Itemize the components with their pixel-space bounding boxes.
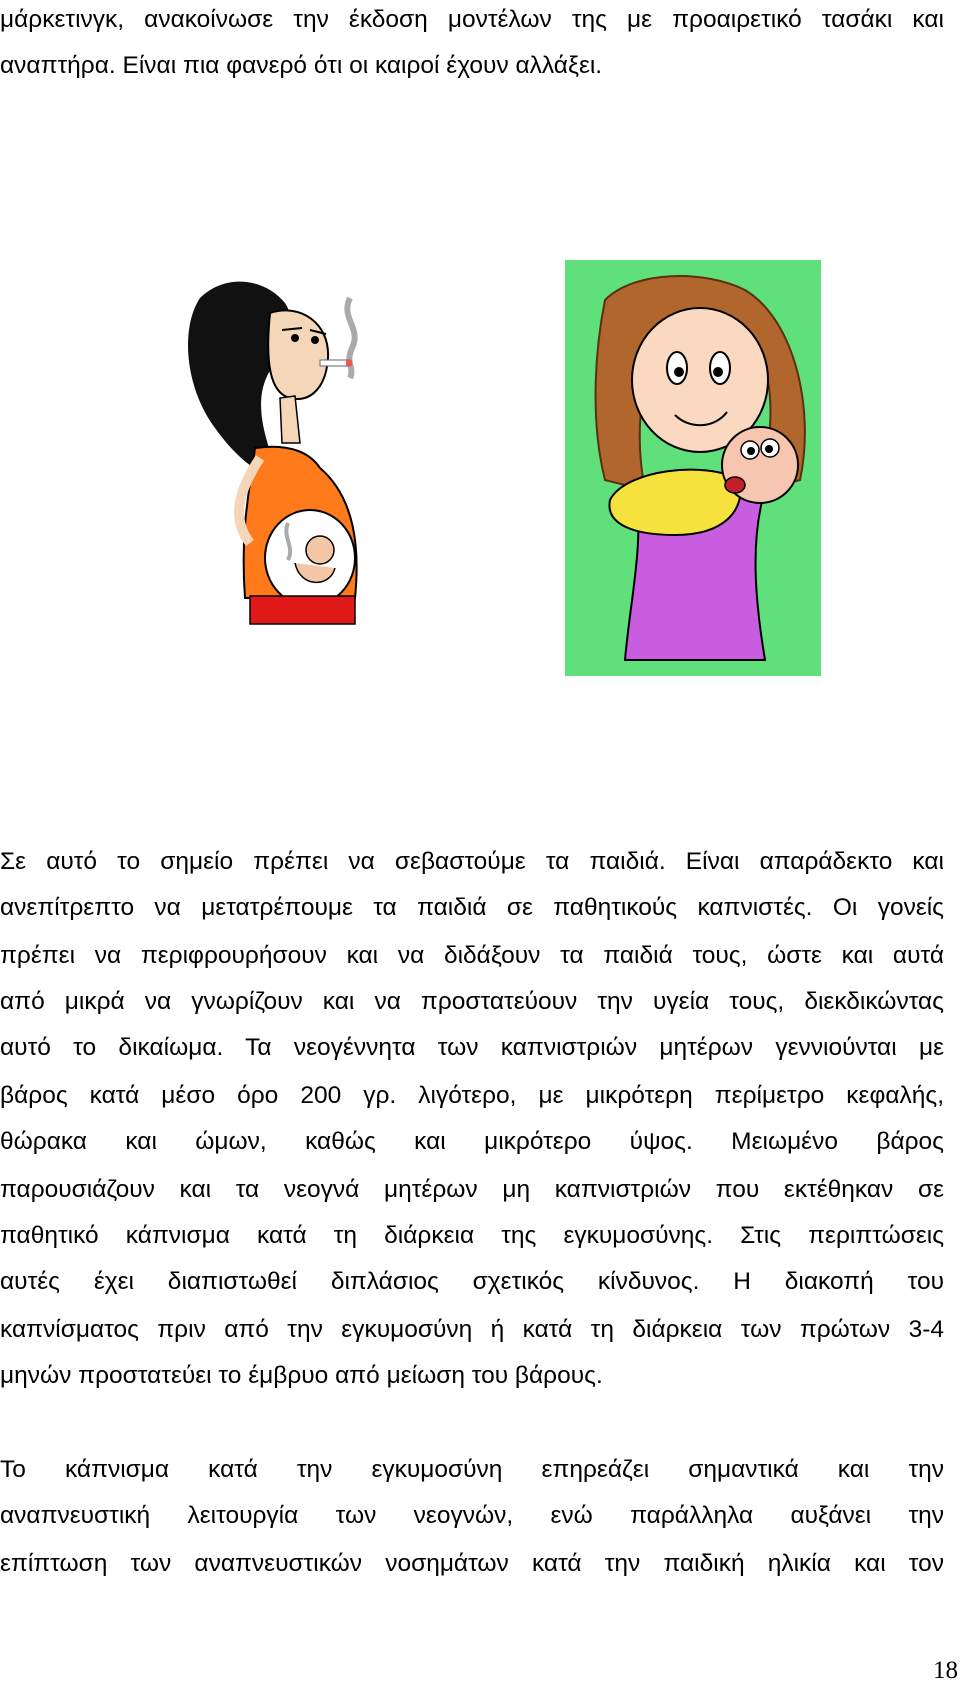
text-line: ανεπίτρεπτο να μετατρέπουμε τα παιδιά σε παθητικούς καπνιστές. Οι γονείς [0, 894, 944, 921]
text-line: αναπτήρα. Είναι πια φανερό ότι οι καιροί έχουν αλλάξει. [0, 52, 603, 79]
text-line: παρουσιάζουν και τα νεογνά μητέρων μη καπνιστριών που εκτέθηκαν σε [0, 1176, 944, 1203]
text-line: μηνών προστατεύει το έμβρυο από μείωση του βάρους. [0, 1362, 603, 1389]
text-line: από μικρά να γνωρίζουν και να προστατεύουν την υγεία τους, διεκδικώντας [0, 988, 944, 1015]
mother-holding-baby-illustration [565, 260, 821, 676]
text-line: βάρος κατά μέσο όρο 200 γρ. λιγότερο, με μικρότερη περίμετρο κεφαλής, [0, 1082, 944, 1109]
text-line: πρέπει να περιφρουρήσουν και να διδάξουν τα παιδιά τους, ώστε και αυτά [0, 942, 944, 969]
text-line: επίπτωση των αναπνευστικών νοσημάτων κατά την παιδική ηλικία και τον [0, 1550, 944, 1577]
text-line: παθητικό κάπνισμα κατά τη διάρκεια της εγκυμοσύνης. Στις περιπτώσεις [0, 1222, 944, 1249]
text-line: καπνίσματος πριν από την εγκυμοσύνη ή κατά τη διάρκεια των πρώτων 3-4 [0, 1316, 944, 1343]
text-line: Το κάπνισμα κατά την εγκυμοσύνη επηρεάζει σημαντικά και την [0, 1456, 944, 1483]
text-line: μάρκετινγκ, ανακοίνωσε την έκδοση μοντέλων της με προαιρετικό τασάκι και [0, 6, 944, 33]
text-line: αναπνευστική λειτουργία των νεογνών, ενώ παράλληλα αυξάνει την [0, 1502, 944, 1529]
text-line: αυτό το δικαίωμα. Τα νεογέννητα των καπνιστριών μητέρων γεννιούνται με [0, 1034, 944, 1061]
text-line: θώρακα και ώμων, καθώς και μικρότερο ύψος. Μειωμένο βάρος [0, 1128, 944, 1155]
page-number: 18 [933, 1657, 958, 1684]
text-line: αυτές έχει διαπιστωθεί διπλάσιος σχετικός κίνδυνος. Η διακοπή του [0, 1268, 944, 1295]
text-line: Σε αυτό το σημείο πρέπει να σεβαστούμε τα παιδιά. Είναι απαράδεκτο και [0, 848, 944, 875]
pregnant-woman-smoking-illustration [170, 268, 390, 678]
